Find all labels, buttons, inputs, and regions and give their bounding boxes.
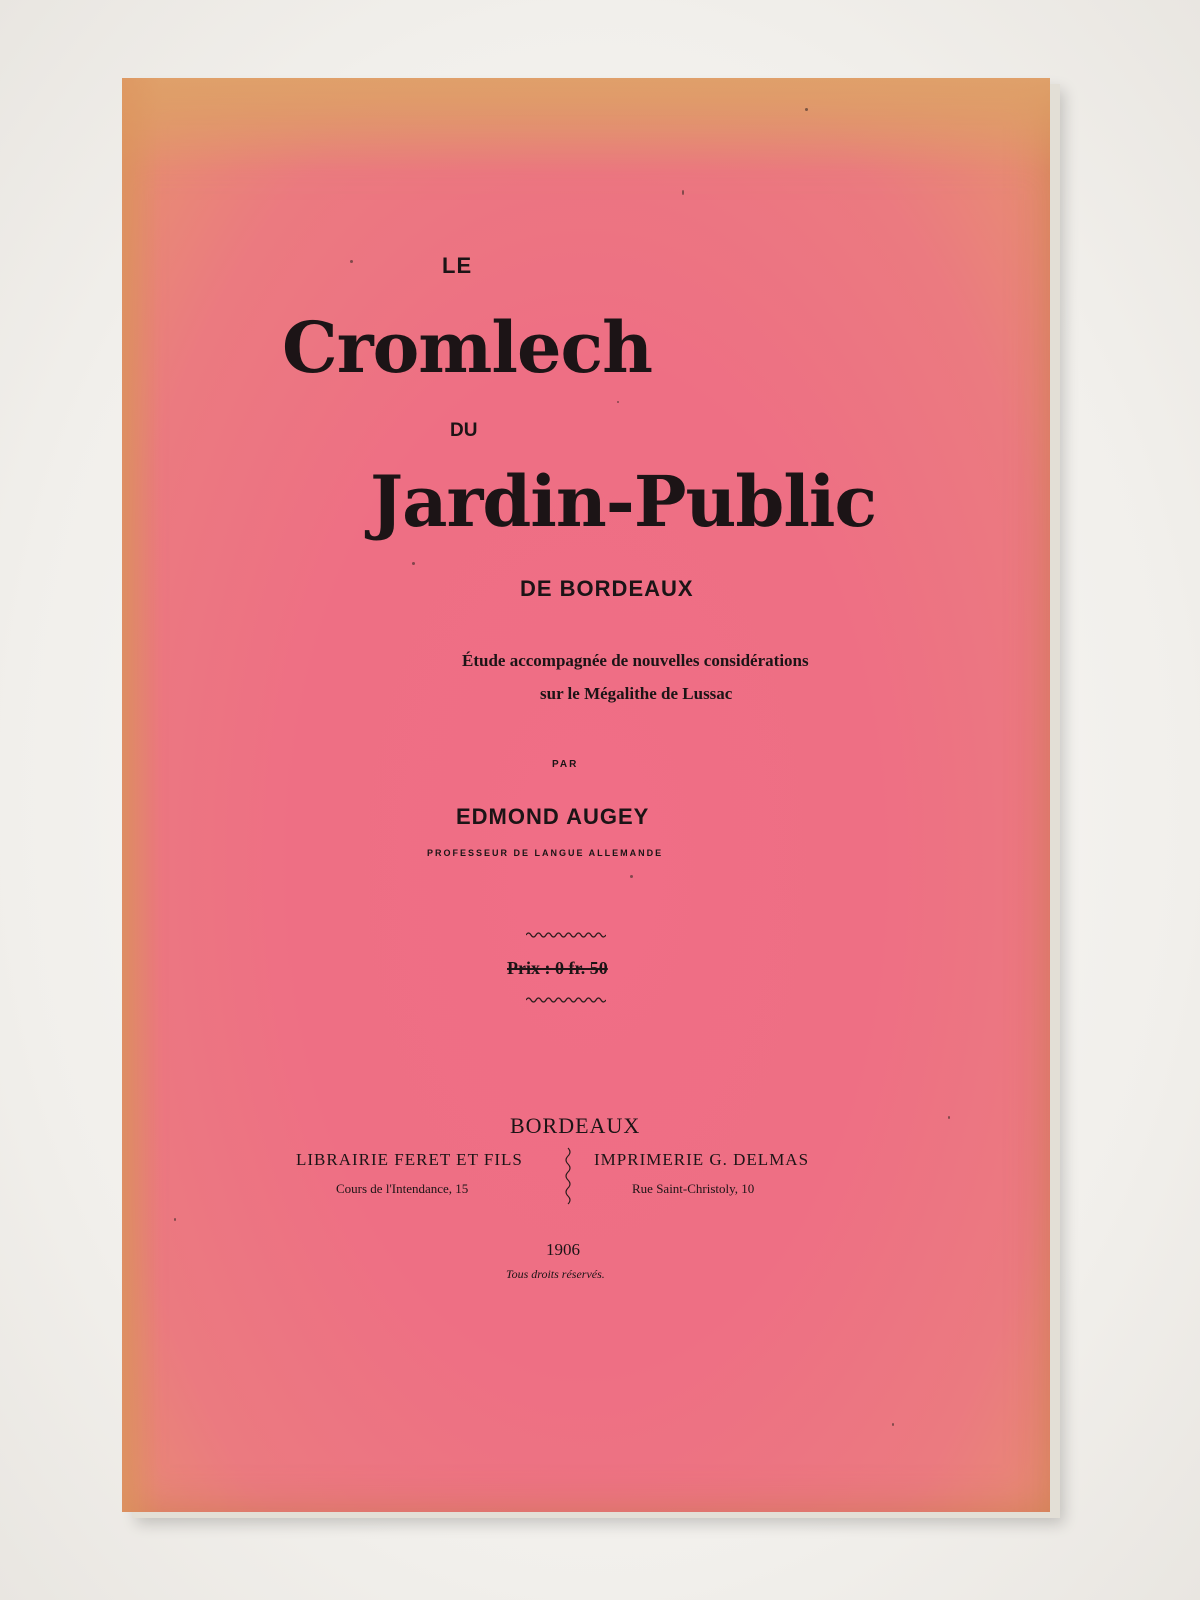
ornament-wave-top: [526, 931, 606, 939]
book-cover: [122, 78, 1050, 1512]
publisher-right-name: IMPRIMERIE G. DELMAS: [594, 1150, 810, 1169]
author-profession: PROFESSEUR DE LANGUE ALLEMANDE: [427, 848, 664, 858]
paper-speck: [174, 1218, 176, 1221]
paper-speck: [892, 1423, 894, 1426]
paper-speck: [350, 260, 353, 263]
paper-speck: [412, 562, 415, 565]
publication-city: BORDEAUX: [510, 1113, 641, 1138]
publisher-left-name: LIBRAIRIE FERET ET FILS: [296, 1150, 523, 1169]
publisher-right-address: Rue Saint-Christoly, 10: [632, 1181, 755, 1196]
paper-speck: [805, 108, 808, 111]
title-de-bordeaux: DE BORDEAUX: [520, 576, 694, 601]
price-label: Prix : 0 fr. 50: [507, 958, 608, 978]
paper-speck: [630, 875, 633, 878]
ornament-wave-bottom: [526, 996, 606, 1004]
publication-year: 1906: [546, 1240, 580, 1259]
publisher-separator-ornament: [560, 1146, 576, 1206]
paper-speck: [682, 190, 684, 195]
paper-speck: [948, 1116, 950, 1119]
subtitle-line-2: sur le Mégalithe de Lussac: [540, 684, 733, 703]
rights-notice: Tous droits réservés.: [506, 1267, 605, 1281]
title-du: DU: [450, 420, 478, 441]
subtitle-line-1: Étude accompagnée de nouvelles considérations: [462, 651, 809, 670]
title-cromlech: Cromlech: [282, 306, 652, 389]
paper-speck: [617, 401, 619, 403]
publisher-left-address: Cours de l'Intendance, 15: [336, 1181, 469, 1196]
title-le: LE: [442, 253, 473, 278]
title-jardin-public: Jardin-Public: [370, 460, 877, 543]
author-name: EDMOND AUGEY: [456, 804, 650, 829]
by-label: PAR: [552, 759, 579, 770]
